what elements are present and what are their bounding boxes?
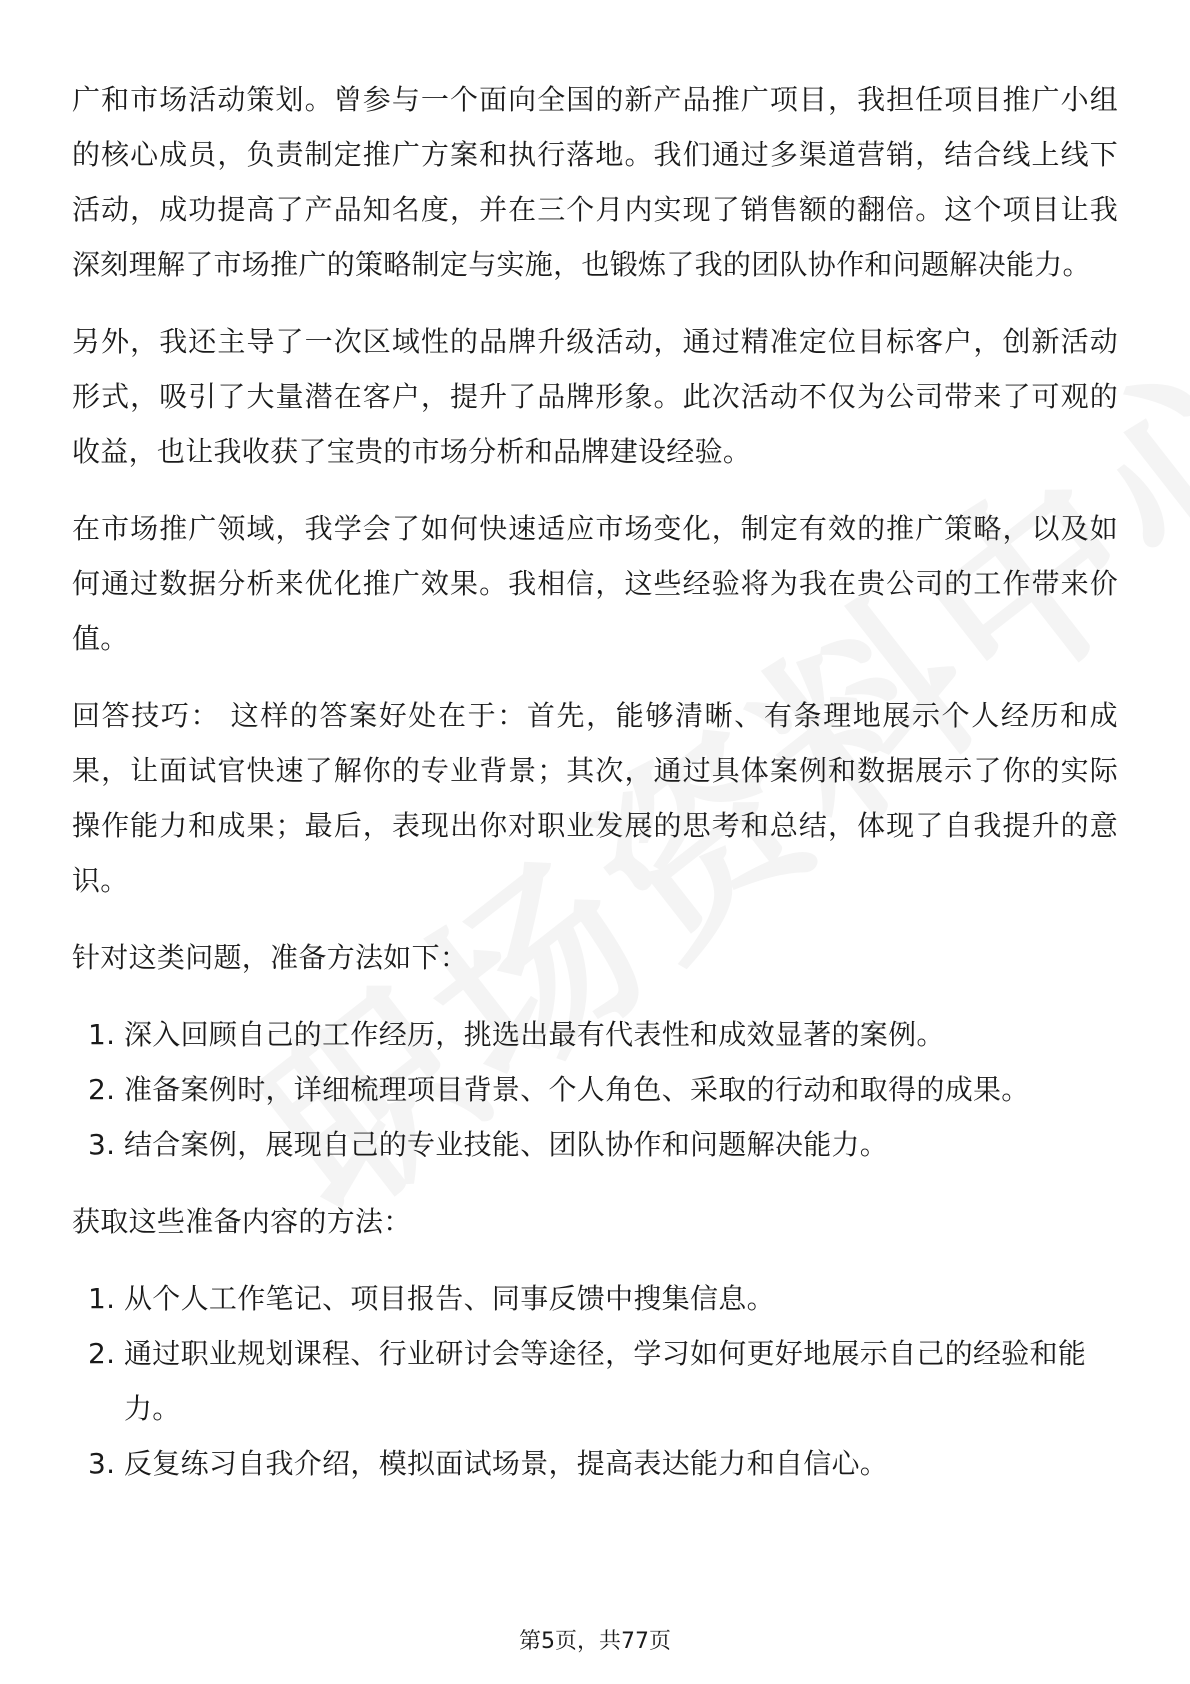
list-item (72, 1007, 1118, 1062)
list-number: 1. (88, 1282, 116, 1315)
list-item (72, 1117, 1118, 1172)
list-number: 3. (88, 1447, 116, 1480)
paragraph-answer-tips: 回答技巧： 这样的答案好处在于：首先，能够清晰、有条理地展示个人经历和成果，让面试官快速了解你的专业背景；其次，通过具体案例和数据展示了你的实际操作能力和成果；最后，表现出你对职业发展的思考和总结，体现了自我提升的意识。 (72, 699, 1118, 897)
list-number: 3. (88, 1128, 116, 1161)
document-body (72, 72, 1118, 1513)
paragraph-brand-upgrade: 另外，我还主导了一次区域性的品牌升级活动，通过精准定位目标客户，创新活动形式，吸引了大量潜在客户，提升了品牌形象。此次活动不仅为公司带来了可观的收益，也让我收获了宝贵的市场分析和品牌建设经验。 (72, 325, 1118, 468)
list-text: 从个人工作笔记、项目报告、同事反馈中搜集信息。 (124, 1282, 775, 1315)
list-number: 2. (88, 1337, 116, 1370)
list-item (72, 1271, 1118, 1326)
list-number: 2. (88, 1073, 116, 1106)
list-text: 准备案例时，详细梳理项目背景、个人角色、采取的行动和取得的成果。 (124, 1073, 1030, 1106)
list-item (72, 1062, 1118, 1117)
paragraph-lessons-learned: 在市场推广领域，我学会了如何快速适应市场变化，制定有效的推广策略，以及如何通过数据分析来优化推广效果。我相信，这些经验将为我在贵公司的工作带来价值。 (72, 512, 1118, 655)
list-text: 结合案例，展现自己的专业技能、团队协作和问题解决能力。 (124, 1128, 889, 1161)
page-footer: 第5页，共77页 (519, 1629, 671, 1654)
list-text: 深入回顾自己的工作经历，挑选出最有代表性和成效显著的案例。 (124, 1018, 945, 1051)
list-number: 1. (88, 1018, 116, 1051)
list-item (72, 1326, 1118, 1436)
acquire-list (72, 1271, 1118, 1491)
list-text: 通过职业规划课程、行业研讨会等途径，学习如何更好地展示自己的经验和能力。 (124, 1337, 1087, 1425)
list-item (72, 1436, 1118, 1491)
list-text: 反复练习自我介绍，模拟面试场景，提高表达能力和自信心。 (124, 1447, 889, 1480)
preparation-list (72, 1007, 1118, 1172)
paragraph-project-experience: 广和市场活动策划。曾参与一个面向全国的新产品推广项目，我担任项目推广小组的核心成员，负责制定推广方案和执行落地。我们通过多渠道营销，结合线上线下活动，成功提高了产品知名度，并在三个月内实现了销售额的翻倍。这个项目让我深刻理解了市场推广的策略制定与实施，也锻炼了我的团队协作和问题解决能力。 (72, 83, 1118, 281)
heading-preparation-methods: 针对这类问题，准备方法如下： (72, 941, 469, 974)
heading-acquire-content: 获取这些准备内容的方法： (72, 1205, 412, 1238)
